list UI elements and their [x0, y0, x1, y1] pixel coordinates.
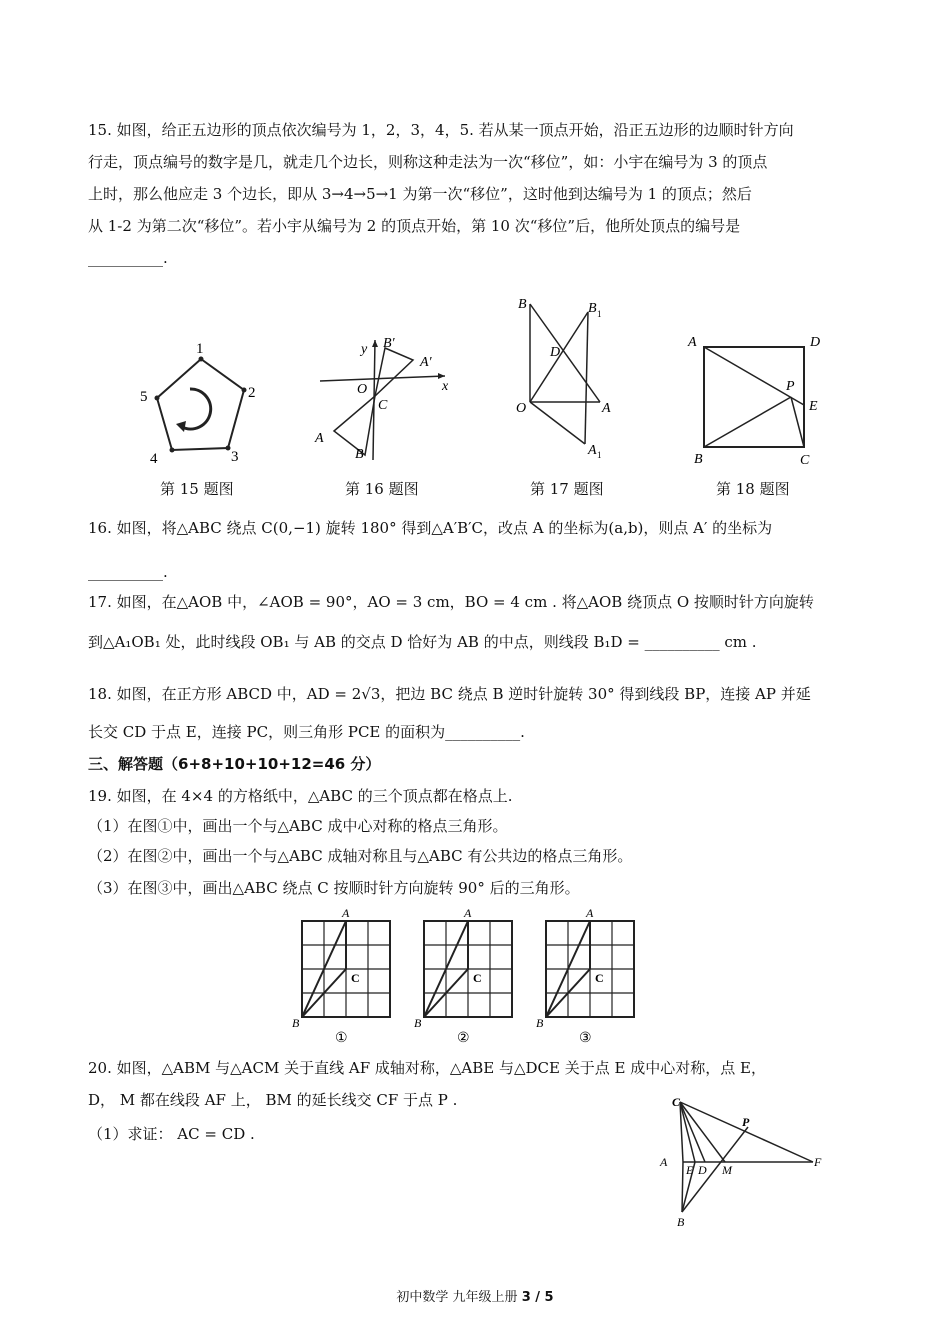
caption-figure-15: 第 15 题图 [160, 480, 234, 498]
f20-label-M: M [722, 1163, 732, 1177]
f16-label-O: O [357, 382, 368, 397]
q16-line-1: 16. 如图，将△ABC 绕点 C(0,−1) 旋转 180° 得到△A′B′C，改点 A 的坐标为(a,b)，则点 A′ 的坐标为 [88, 519, 773, 537]
f20-label-E: E [686, 1163, 694, 1177]
f18-label-B: B [694, 452, 703, 467]
footer-text: 初中数学 九年级上册 [396, 1290, 522, 1305]
q19-line-1: 19. 如图，在 4×4 的方格纸中，△ABC 的三个顶点都在格点上. [88, 787, 513, 805]
f16-label-B-prime: B′ [383, 336, 395, 351]
f20-label-F: F [814, 1155, 822, 1169]
q17-line-1: 17. 如图，在△AOB 中，∠AOB = 90°，AO = 3 cm，BO = 4 cm . 将△AOB 绕顶点 O 按顺时针方向旋转 [88, 593, 814, 611]
q15-answer-blank: __________. [88, 249, 168, 267]
f18-label-P: P [786, 379, 795, 394]
f18-label-C: C [800, 453, 810, 468]
f20-label-B: B [677, 1215, 685, 1229]
f20-label-C: C [672, 1095, 681, 1109]
q15-line-1: 15. 如图，给正五边形的顶点依次编号为 1，2，3，4，5. 若从某一顶点开始，沿正五边形的边顺时针方向 [88, 121, 794, 139]
q19-part-3: （3）在图③中，画出△ABC 绕点 C 按顺时针方向旋转 90° 后的三角形。 [88, 879, 580, 897]
f20-label-P: P [742, 1115, 750, 1129]
q18-line-2: 长交 CD 于点 E，连接 PC，则三角形 PCE 的面积为__________. [88, 723, 525, 741]
grid2-label-B: B [414, 1016, 422, 1030]
q15-line-4: 从 1-2 为第二次“移位”。若小宇从编号为 2 的顶点开始，第 10 次“移位”后，他所处顶点的编号是 [88, 217, 741, 235]
grid2-number: ② [457, 1031, 470, 1046]
grid1-label-B: B [292, 1016, 300, 1030]
grid3-label-C: C [595, 971, 604, 985]
f17-label-B1-sub: 1 [597, 309, 602, 319]
grid3-label-A: A [586, 906, 594, 920]
figure-18-square [680, 330, 825, 470]
figure-17-triangle-rotation [510, 292, 620, 467]
f16-label-y: y [361, 342, 368, 357]
grid1-label-A: A [342, 906, 350, 920]
q19-part-2: （2）在图②中，画出一个与△ABC 成轴对称且与△ABC 有公共边的格点三角形。 [88, 847, 633, 865]
f15-label-3: 3 [231, 449, 239, 465]
f18-label-D: D [810, 335, 821, 350]
f16-label-A: A [315, 431, 324, 446]
grid2-label-A: A [464, 906, 472, 920]
f16-label-B: B [355, 447, 364, 462]
q17-line-2: 到△A₁OB₁ 处，此时线段 OB₁ 与 AB 的交点 D 恰好为 AB 的中点，则线段 B₁D = __________ cm . [88, 633, 757, 651]
grid3-label-B: B [536, 1016, 544, 1030]
grid3-number: ③ [579, 1031, 592, 1046]
f17-label-A: A [602, 401, 611, 416]
figure-15-pentagon [130, 335, 270, 470]
caption-figure-17: 第 17 题图 [530, 480, 604, 498]
grid1-label-C: C [351, 971, 360, 985]
f15-label-2: 2 [248, 385, 256, 401]
f17-label-O: O [516, 401, 527, 416]
q18-line-1: 18. 如图，在正方形 ABCD 中，AD = 2√3，把边 BC 绕点 B 逆时针旋转 30° 得到线段 BP，连接 AP 并延 [88, 685, 811, 703]
f17-label-B1: B [588, 301, 597, 316]
f15-label-5: 5 [140, 389, 148, 405]
q20-line-2: D， M 都在线段 AF 上， BM 的延长线交 CF 于点 P . [88, 1091, 458, 1109]
f15-label-1: 1 [196, 341, 204, 357]
grid1-number: ① [335, 1031, 348, 1046]
q19-grid-figures [290, 903, 650, 1046]
f20-label-D: D [698, 1163, 707, 1177]
f15-label-4: 4 [150, 451, 158, 467]
f18-label-E: E [809, 399, 818, 414]
f16-label-C: C [378, 398, 388, 413]
f16-label-x: x [442, 379, 449, 394]
f17-label-A1-sub: 1 [597, 450, 602, 460]
f17-label-D: D [550, 345, 561, 360]
page-footer [0, 1286, 950, 1305]
f20-label-A: A [660, 1155, 668, 1169]
figure-16-rotation [305, 330, 455, 465]
grid2-label-C: C [473, 971, 482, 985]
q16-answer-blank: __________. [88, 563, 168, 581]
q20-line-1: 20. 如图，△ABM 与△ACM 关于直线 AF 成轴对称，△ABE 与△DCE 关于点 E 成中心对称，点 E， [88, 1059, 766, 1077]
section-3-heading: 三、解答题（6+8+10+10+12=46 分） [88, 755, 381, 773]
q20-part-1: （1）求证： AC = CD . [88, 1125, 255, 1143]
q15-line-3: 上时，那么他应走 3 个边长，即从 3→4→5→1 为第一次“移位”，这时他到达编号为 1 的顶点；然后 [88, 185, 752, 203]
caption-figure-18: 第 18 题图 [716, 480, 790, 498]
f17-label-B: B [518, 297, 527, 312]
f16-label-A-prime: A′ [420, 355, 432, 370]
figure-20-symmetry [650, 1090, 830, 1230]
page-number: 3 / 5 [521, 1290, 554, 1305]
f18-label-A: A [688, 335, 697, 350]
f17-label-A1: A [588, 443, 597, 458]
q19-part-1: （1）在图①中，画出一个与△ABC 成中心对称的格点三角形。 [88, 817, 508, 835]
q15-line-2: 行走，顶点编号的数字是几，就走几个边长，则称这种走法为一次“移位”，如：小宇在编号为 3 的顶点 [88, 153, 768, 171]
caption-figure-16: 第 16 题图 [345, 480, 419, 498]
